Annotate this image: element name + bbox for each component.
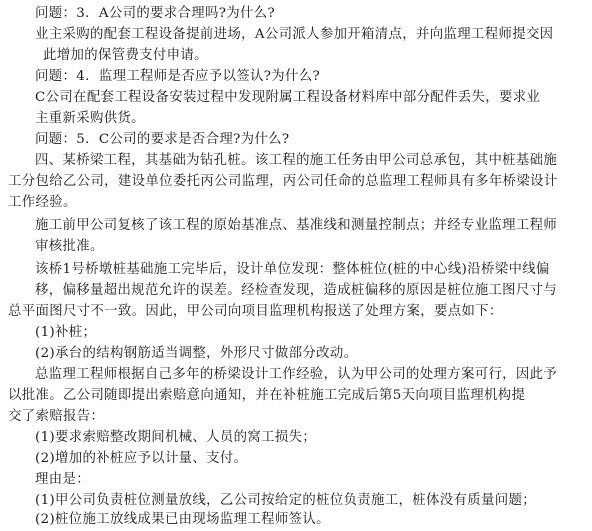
list-item: (2)桩位施工放线成果已由现场监理工程师签认。 (35, 512, 330, 527)
paragraph-line: 总平面图尺寸不一致。因此，甲公司向项目监理机构报送了处理方案，要点如下： (8, 304, 503, 319)
list-item: (1)甲公司负责桩位测量放线，乙公司按给定的桩位负责施工，桩体没有质量问题； (35, 493, 536, 508)
section-four-heading: 四、某桥梁工程，其基础为钻孔桩。该工程的施工任务由甲公司总承包，其中桩基础施 (35, 153, 558, 168)
reasons-heading: 理由是： (35, 472, 90, 487)
paragraph-line: 以批准。乙公司随即提出索赔意向通知，并在补桩施工完成后第5天向项目监理机构提 (8, 388, 526, 403)
paragraph-line: 业主采购的配套工程设备提前进场，A公司派人参加开箱清点，并向监理工程师提交因 (35, 27, 554, 42)
paragraph-line: C公司在配套工程设备安装过程中发现附属工程设备材料库中部分配件丢失，要求业 (35, 90, 541, 105)
list-item: (1)补桩； (35, 325, 97, 340)
paragraph-line: 交了索赔报告： (8, 409, 105, 424)
list-item: (2)承台的结构钢筋适当调整，外形尺寸做部分改动。 (35, 346, 358, 361)
question-4-line: 问题：4．监理工程师是否应予以签认?为什么? (35, 69, 320, 84)
paragraph-line: 工分包给乙公司，建设单位委托丙公司监理，丙公司任命的总监理工程师具有多年桥梁设计 (8, 174, 558, 189)
question-3-line: 问题：3．A公司的要求合理吗?为什么? (35, 6, 276, 21)
paragraph-line: 此增加的保管费支付申请。 (43, 48, 208, 63)
list-item: (2)增加的补桩应予以计量、支付。 (35, 451, 248, 466)
paragraph-line: 移，偏移量超出规范允许的误差。经检查发现，造成桩偏移的原因是桩位施工图尺寸与 (35, 283, 558, 298)
paragraph-line: 施工前甲公司复核了该工程的原始基准点、基准线和测量控制点；并经专业监理工程师 (35, 218, 558, 233)
question-5-line: 问题：5．C公司的要求是否合理?为什么? (35, 132, 290, 147)
list-item: (1)要求索赔整改期间机械、人员的窝工损失； (35, 430, 317, 445)
paragraph-line: 审核批准。 (35, 239, 104, 254)
paragraph-line: 工作经验。 (8, 195, 77, 210)
paragraph-line: 总监理工程师根据自己多年的桥梁设计工作经验，认为甲公司的处理方案可行，因此予 (35, 367, 558, 382)
paragraph-line: 主重新采购供货。 (35, 111, 145, 126)
paragraph-line: 该桥1号桥墩桩基础施工完毕后，设计单位发现：整体桩位(桩的中心线)沿桥梁中线偏 (35, 262, 550, 277)
